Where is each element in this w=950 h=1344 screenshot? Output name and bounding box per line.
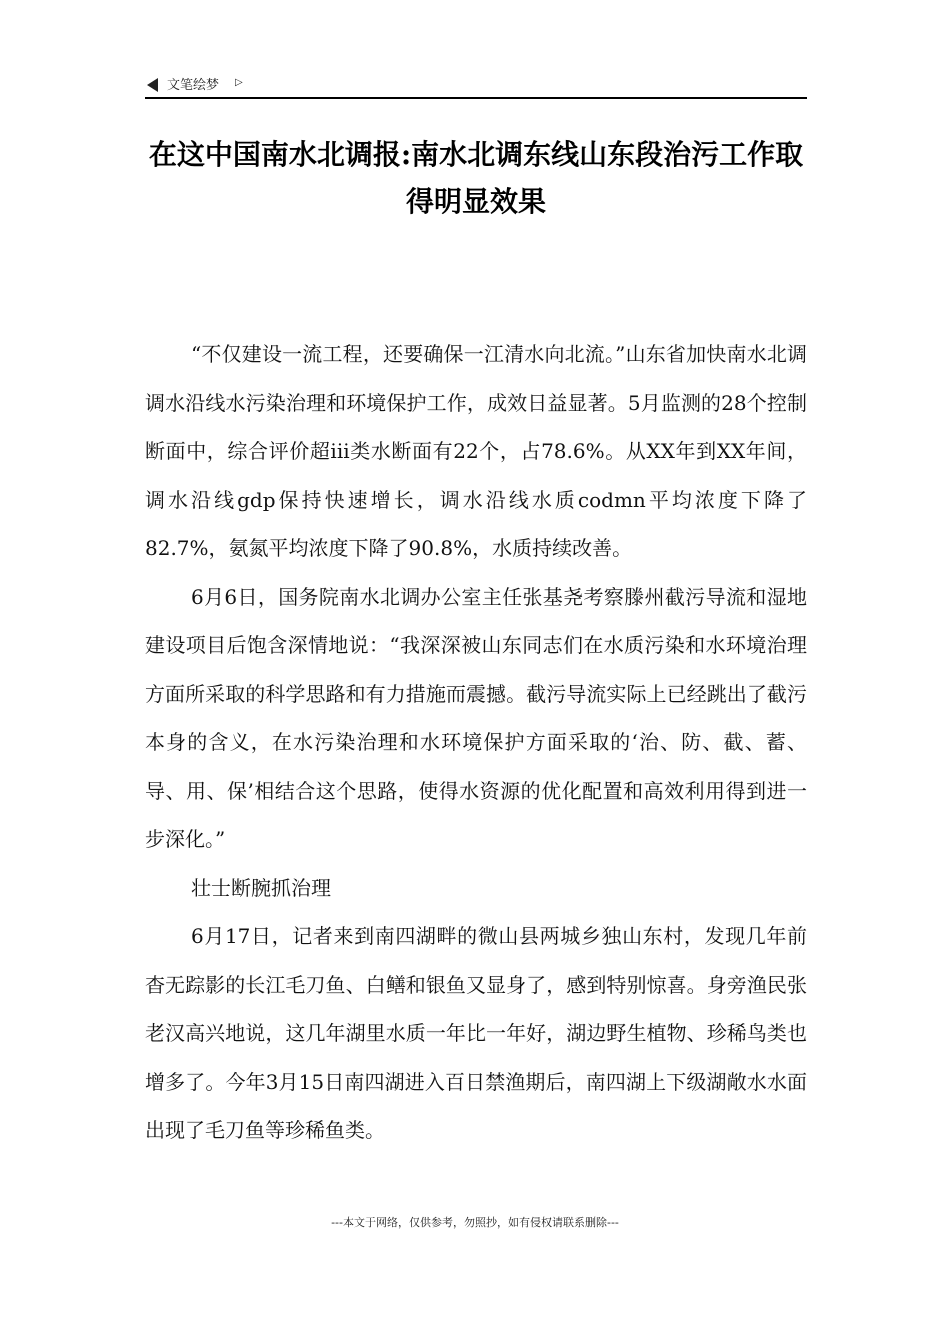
paragraph: 6月6日，国务院南水北调办公室主任张基尧考察滕州截污导流和湿地建设项目后饱含深情地说：“我深深被山东同志们在水质污染和水环境治理方面所采取的科学思路和有力措施而震撼。截污导流实际上已经跳出了截污本身的含义，在水污染治理和水环境保护方面采取的‘治、防、截、蓄、导、用、保’相结合这个思路，使得水资源的优化配置和高效利用得到进一步深化。”: [145, 584, 807, 851]
header-divider: [145, 97, 807, 99]
paragraph: “不仅建设一流工程，还要确保一江清水向北流。”山东省加快南水北调调水沿线水污染治理和环境保护工作，成效日益显著。5月监测的28个控制断面中，综合评价超iii类水断面有22个，占78.6%。从XX年到XX年间，调水沿线gdp保持快速增长，调水沿线水质codmn平均浓度下降了82.7%，氨氮平均浓度下降了90.8%，水质持续改善。: [145, 342, 807, 560]
article-body: [145, 330, 807, 1155]
left-triangle-icon: [147, 78, 158, 92]
document-title: 在这中国南水北调报:南水北调东线山东段治污工作取得明显效果: [148, 138, 804, 218]
page-header: [145, 73, 807, 97]
right-triangle-icon: ▷: [235, 77, 243, 88]
paragraph: 6月17日，记者来到南四湖畔的微山县两城乡独山东村，发现几年前杳无踪影的长江毛刀鱼、白鳝和银鱼又显身了，感到特别惊喜。身旁渔民张老汉高兴地说，这几年湖里水质一年比一年好，湖边野生植物、珍稀鸟类也增多了。今年3月15日南四湖进入百日禁渔期后，南四湖上下级湖敞水水面出现了毛刀鱼等珍稀鱼类。: [145, 924, 807, 1142]
header-brand: 文笔绘梦: [167, 78, 220, 93]
section-heading: 壮士断腕抓治理: [191, 875, 331, 900]
page-footer: ---本文于网络，仅供参考，勿照抄，如有侵权请联系删除---: [331, 1216, 619, 1229]
